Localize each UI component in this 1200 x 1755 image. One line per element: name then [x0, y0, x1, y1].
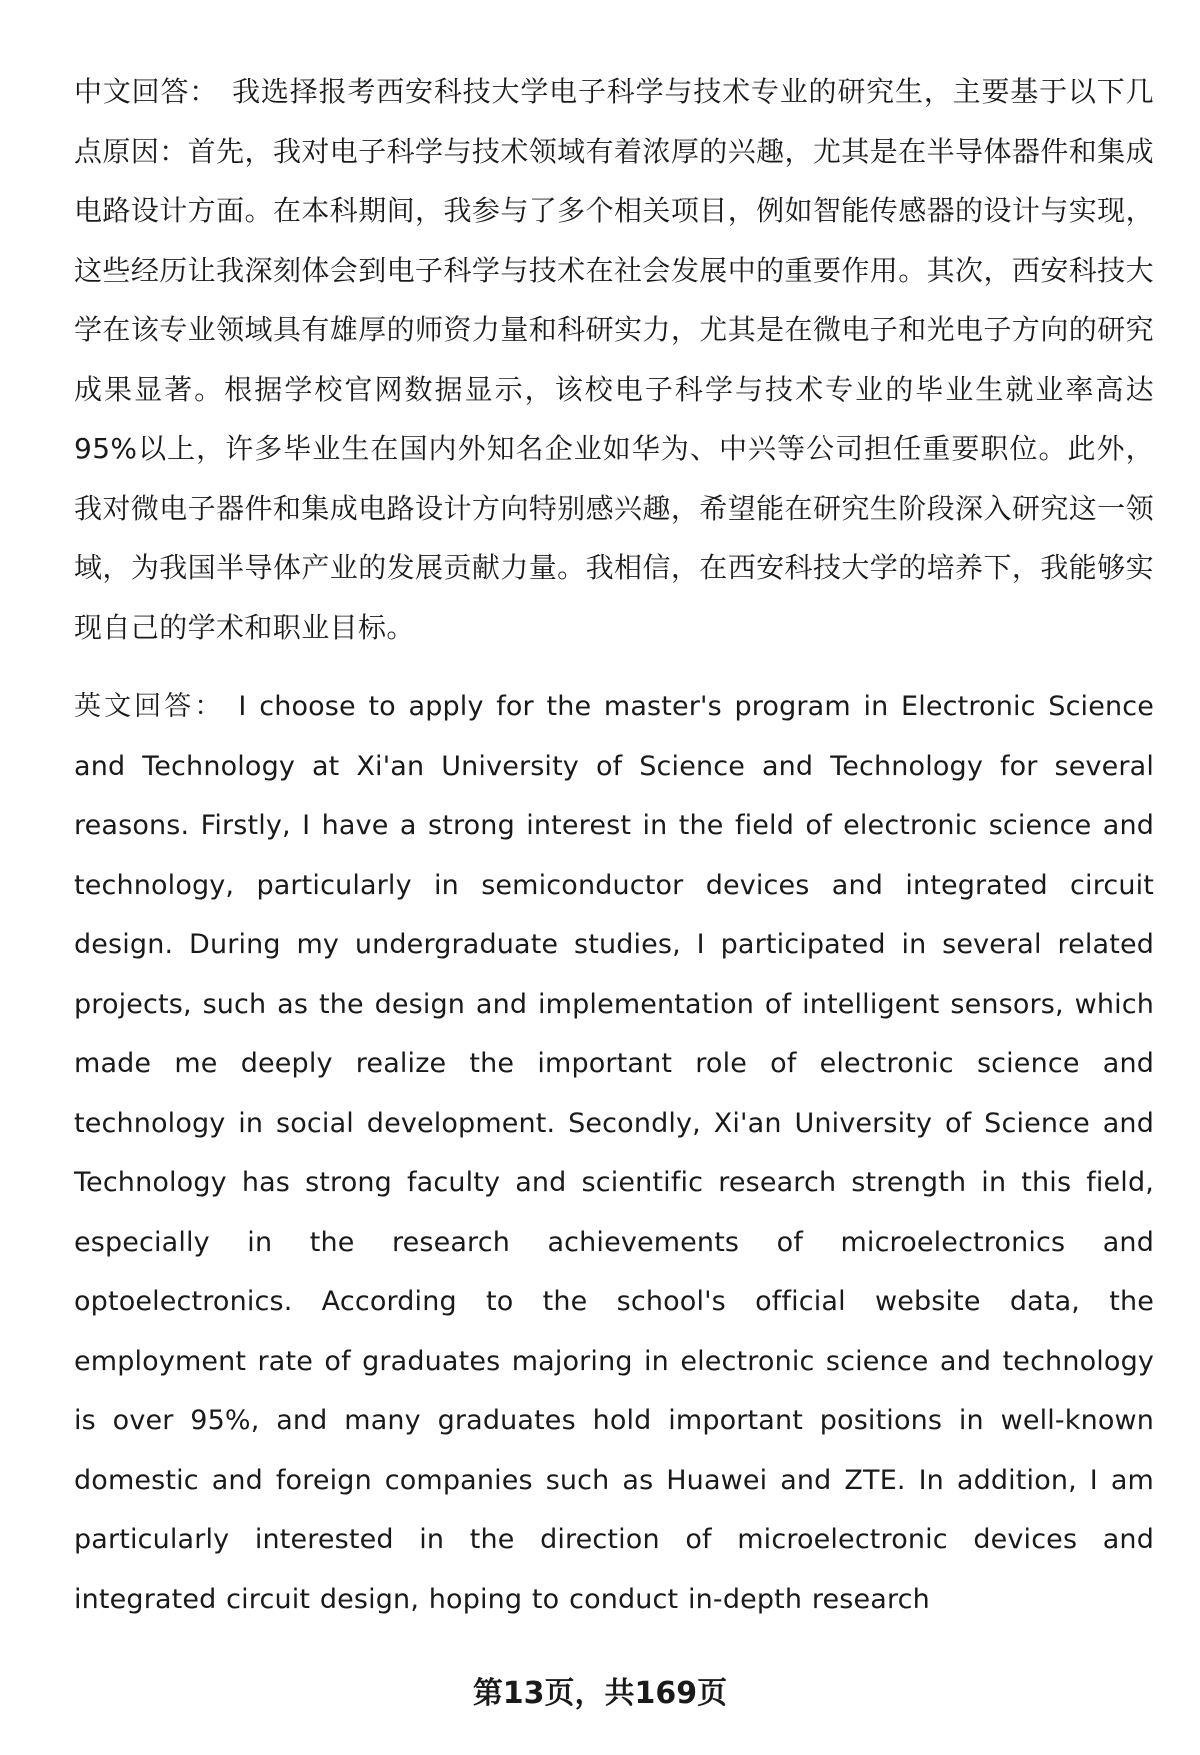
- document-body: [74, 62, 1154, 1629]
- chinese-answer-paragraph: [74, 62, 1154, 657]
- english-answer-label: 英文回答：: [74, 691, 225, 722]
- chinese-answer-label: 中文回答：: [74, 75, 219, 108]
- english-answer-paragraph: [74, 677, 1154, 1629]
- chinese-answer-text: 我选择报考西安科技大学电子科学与技术专业的研究生，主要基于以下几点原因：首先，我对电子科学与技术领域有着浓厚的兴趣，尤其是在半导体器件和集成电路设计方面。在本科期间，我参与了多个相关项目，例如智能传感器的设计与实现，这些经历让我深刻体会到电子科学与技术在社会发展中的重要作用。其次，西安科技大学在该专业领域具有雄厚的师资力量和科研实力，尤其是在微电子和光电子方向的研究成果显著。根据学校官网数据显示，该校电子科学与技术专业的毕业生就业率高达95%以上，许多毕业生在国内外知名企业如华为、中兴等公司担任重要职位。此外，我对微电子器件和集成电路设计方向特别感兴趣，希望能在研究生阶段深入研究这一领域，为我国半导体产业的发展贡献力量。我相信，在西安科技大学的培养下，我能够实现自己的学术和职业目标。: [74, 75, 1154, 644]
- page-number-footer: 第13页，共169页: [472, 1676, 728, 1711]
- english-answer-text: I choose to apply for the master's program in Electronic Science and Technology at Xi'an University of Science and Technology for several reasons. Firstly, I have a strong interest in the field of electronic science and technology, particularly in semiconductor devices and integrated circuit design. During my undergraduate studies, I participated in several related projects, such as the design and implementation of intelligent sensors, which made me deeply realize the important role of electronic science and technology in social development. Secondly, Xi'an University of Science and Technology has strong faculty and scientific research strength in this field, especially in the research achievements of microelectronics and optoelectronics. According to the school's official website data, the employment rate of graduates majoring in electronic science and technology is over 95%, and many graduates hold important positions in well-known domestic and foreign companies such as Huawei and ZTE. In addition, I am particularly interested in the direction of microelectronic devices and integrated circuit design, hoping to conduct in-depth research: [74, 691, 1154, 1615]
